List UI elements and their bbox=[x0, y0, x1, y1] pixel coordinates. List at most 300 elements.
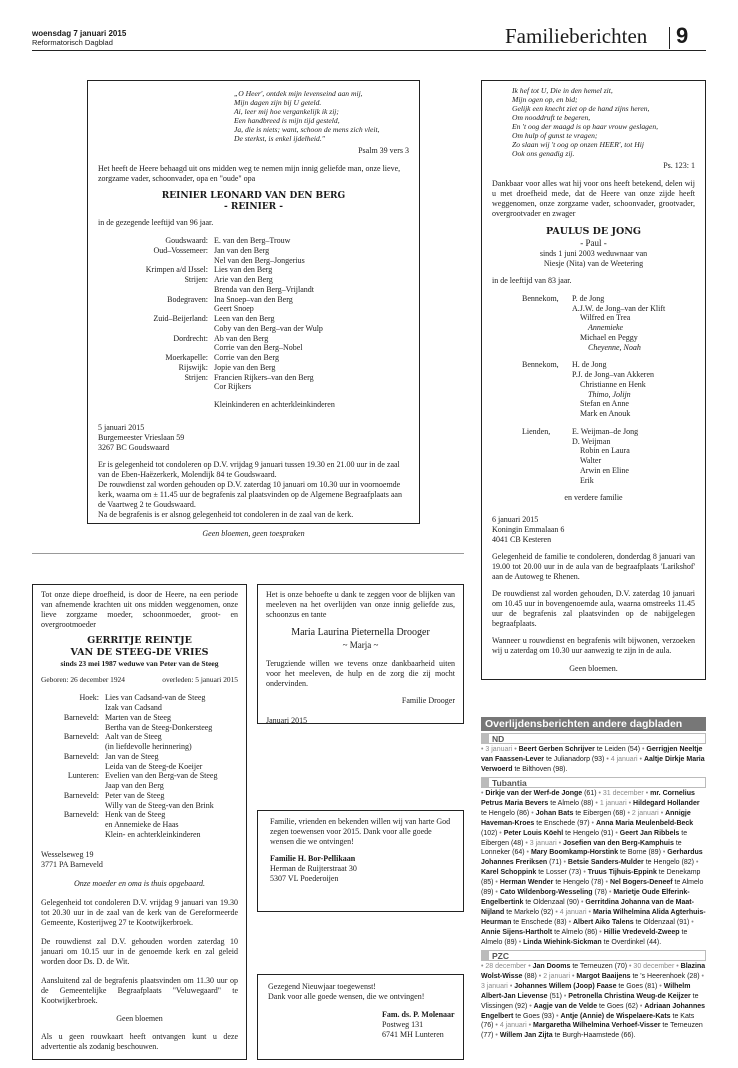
poem-line: En 't oog der maagd is op haar vrouw geslagen, bbox=[512, 121, 659, 131]
family-row bbox=[522, 390, 695, 400]
bullet-icon: • bbox=[627, 809, 632, 817]
family-name: P.J. de Jong–van Akkeren bbox=[572, 370, 654, 379]
family-place: Oud–Vossemeer: bbox=[153, 245, 208, 255]
header-divider bbox=[669, 27, 670, 49]
note-text: Wanneer u rouwdienst en begrafenis wilt bijwonen, verzoeken wij u zaterdag om 10.30 uur aanwezig te zijn in de aula. bbox=[492, 636, 695, 656]
newyear-bor-pellikaan bbox=[257, 810, 464, 912]
family-place: Zuid–Beijerland: bbox=[153, 314, 208, 324]
poem-line: Ik hef tot U, Die in den hemel zit, bbox=[512, 86, 613, 95]
obituary-place: te Eibergen (48) bbox=[481, 829, 688, 847]
obituary-place: te Terneuzen (77) bbox=[481, 1022, 703, 1040]
closing-text: Geen bloemen, geen toespraken bbox=[202, 528, 305, 538]
bullet-icon: • bbox=[615, 829, 620, 837]
column-separator bbox=[32, 553, 464, 554]
family-name: Jopie van den Berg bbox=[214, 362, 276, 372]
newyear-molenaar bbox=[257, 974, 464, 1060]
obituary-place: te Almelo (88) bbox=[550, 799, 594, 807]
intro-text: Het heeft de Heere behaagd uit ons midden weg te nemen mijn innig geliefde man, onze lieve, zorgzame vader, schoonvader, opa en "oude" opa bbox=[98, 163, 401, 183]
family-name: P. de Jong bbox=[572, 293, 605, 303]
greeting-text: Familie, vrienden en bekenden willen wij van harte God zegen toewensen voor 2015. Dank voor alle goede wensen die we ontvingen! bbox=[270, 817, 451, 846]
family-list bbox=[522, 294, 695, 486]
obituary-name: Wilhelm Albert-Jan Lievense bbox=[481, 982, 691, 1000]
obituary-name: Annie Sijens-Hartholt bbox=[481, 928, 553, 936]
family-name: Aalt van de Steeg bbox=[105, 732, 162, 742]
date: 6 januari 2015 bbox=[492, 515, 539, 525]
header-rule bbox=[32, 50, 706, 51]
poem bbox=[234, 90, 409, 144]
obituary-list bbox=[481, 962, 706, 1042]
obituary-place: te Almelo (89) bbox=[481, 879, 704, 897]
obituary-place: te Almelo (89) bbox=[481, 928, 688, 946]
family-name: Evelien van den Berg-van de Steeg bbox=[105, 771, 218, 781]
family-name: Ab van den Berg bbox=[214, 333, 269, 343]
obituary-name: Petronella Christina Weug-de Keijzer bbox=[568, 992, 691, 1000]
thanks-text-2: Terugziende willen we tevens onze dankbaarheid uiten voor het meeleven, de hulp en de zorg die zij mocht ondervinden. bbox=[266, 658, 455, 688]
obituary-date: 28 december bbox=[485, 962, 527, 970]
address-line: Postweg 131 bbox=[382, 1020, 424, 1029]
widow-text: sinds 23 mei 1987 weduwe van Peter van de Steeg bbox=[60, 658, 219, 668]
poem-line: Gelijk een knecht ziet op de hand zijns heren, bbox=[512, 103, 650, 113]
family-place: Lunteren: bbox=[67, 771, 99, 781]
bullet-icon: • bbox=[605, 879, 610, 887]
family-name: Stefan en Anne bbox=[580, 399, 629, 409]
obituary-date: 30 december bbox=[633, 962, 675, 970]
family-place: Lienden, bbox=[522, 426, 551, 436]
poem bbox=[512, 87, 695, 159]
obituary-date: 3 januari bbox=[481, 982, 508, 990]
poem-line: Mijn dagen zijn bij U geteld. bbox=[234, 97, 322, 107]
family-place: Barneveld: bbox=[63, 751, 99, 761]
family-name: Mark en Anouk bbox=[580, 409, 631, 418]
obituary-place: (51) bbox=[549, 992, 562, 1000]
poem-line: Ja, die is niets; want, schoon de mens zich vleit, bbox=[234, 124, 380, 134]
family-place: Barneveld: bbox=[63, 712, 99, 722]
page-title: Familieberichten bbox=[505, 24, 648, 48]
family-place bbox=[522, 476, 572, 486]
burial-text: Aansluitend zal de begrafenis plaatsvinden om 11.30 uur op de Gemeentelijke Begraafplaats "Veluwegaard" te Kootwijkerbroek. bbox=[41, 975, 238, 1005]
bullet-icon: • bbox=[495, 1022, 500, 1030]
family-place: Barneveld: bbox=[63, 810, 99, 820]
family-name: Christianne en Henk bbox=[580, 379, 646, 389]
obituary-name: Jan Dooms bbox=[532, 962, 571, 970]
bullet-icon: • bbox=[525, 839, 530, 847]
family-name: E. Weijman–de Jong bbox=[572, 426, 639, 436]
poem-line: Ai, leer mij hoe vergankelijk ik zij; bbox=[234, 106, 339, 116]
closing-text: Geen bloemen bbox=[116, 1013, 163, 1023]
funeral-text: De rouwdienst zal worden gehouden op D.V. zaterdag 10 januari om 10.30 uur in voornoemde kerk, waarna om ± 11.45 uur de begrafenis zal plaatsvinden op de Algemene Begraafplaats aan de Vaartweg 2 te Goudswaard. bbox=[98, 479, 402, 509]
family-row bbox=[522, 456, 695, 466]
family-name: en Annemieke de Haas bbox=[105, 820, 179, 830]
family-name: Kleinkinderen en achterkleinkinderen bbox=[214, 400, 335, 410]
person-nickname: ~ Marja ~ bbox=[342, 639, 379, 650]
obituary-place: (88) bbox=[524, 972, 537, 980]
family-row bbox=[522, 409, 695, 419]
family-place: Barneveld: bbox=[63, 732, 99, 742]
obituary-section-label: PZC bbox=[481, 950, 706, 961]
family-group bbox=[522, 427, 695, 486]
family-name: Marten van de Steeg bbox=[105, 712, 171, 722]
bullet-icon: • bbox=[660, 809, 666, 817]
obituary-name: Linda Wiehink-Sickman bbox=[523, 938, 602, 946]
bullet-icon: • bbox=[495, 889, 500, 897]
obituaries-heading: Overlijdensberichten andere dagbladen bbox=[481, 717, 706, 731]
family-name: Jan van den Berg bbox=[214, 245, 270, 255]
obituary-name: Antje (Annie) de Wispelaere-Kats bbox=[560, 1012, 671, 1020]
family-name: Arwin en Eline bbox=[580, 465, 629, 475]
header-date: woensdag 7 januari 2015 bbox=[32, 29, 127, 38]
family-name: Erik bbox=[580, 475, 594, 485]
obituary-date: 4 januari bbox=[559, 909, 587, 917]
family-name: A.J.W. de Jong–van der Klift bbox=[572, 303, 666, 313]
family-place bbox=[522, 409, 572, 419]
family-place: Krimpen a/d IJssel: bbox=[145, 265, 208, 275]
signature: Fam. ds. P. Molenaar bbox=[382, 1010, 455, 1019]
closing-text: Geen bloemen. bbox=[569, 664, 618, 674]
funeral-text: De rouwdienst zal D.V. gehouden worden zaterdag 10 januari om 10.15 uur in de genoemde kerk en zal geleid worden door Ds. D. de Wit. bbox=[41, 936, 238, 966]
poem-line: Om nooddruft te begeren, bbox=[512, 112, 591, 122]
bullet-icon: • bbox=[518, 938, 524, 946]
address-line: Koningin Emmalaan 6 bbox=[492, 525, 565, 535]
family-place bbox=[522, 313, 572, 323]
family-place: Bennekom, bbox=[522, 360, 559, 370]
bullet-icon: • bbox=[583, 869, 588, 877]
obituary-place: te Hengelo (86) bbox=[481, 809, 530, 817]
family-name: Michael en Peggy bbox=[580, 332, 638, 342]
obituary-date: 2 januari bbox=[631, 809, 659, 817]
family-row bbox=[522, 333, 695, 343]
obituary-place: (78) bbox=[594, 889, 607, 897]
obituary-place: te Borne (89) bbox=[620, 849, 661, 857]
obituary-place: te Markelo (92) bbox=[506, 909, 554, 917]
obituary-name: Adriaan Johannes Engelbert bbox=[481, 1002, 706, 1020]
bullet-icon: • bbox=[529, 1002, 534, 1010]
obituary-place: te Vlissingen (92) bbox=[481, 992, 699, 1010]
obituary-place: te Losser (73) bbox=[538, 869, 582, 877]
bullet-icon: • bbox=[581, 899, 586, 907]
family-name: Leida van de Steeg-de Koeijer bbox=[105, 761, 203, 771]
obituary-name: Herman Wender bbox=[499, 879, 554, 887]
obituary-place: te Bilthoven (98). bbox=[514, 765, 568, 773]
obituary-name: Betsie Sanders-Mulder bbox=[567, 859, 644, 867]
bullet-icon: • bbox=[514, 746, 519, 753]
after-text: Na de begrafenis is er alsnog gelegenheid tot condoleren in de zaal van de kerk. bbox=[98, 509, 354, 519]
page-number: 9 bbox=[676, 23, 689, 48]
family-place: Moerkapelle: bbox=[165, 353, 208, 363]
bullet-icon: • bbox=[563, 859, 568, 867]
family-place bbox=[522, 380, 572, 390]
bullet-icon: • bbox=[639, 755, 644, 763]
obituary-place: te 's Heerenhoek (28) bbox=[632, 972, 700, 980]
obituary-place: te Lonneker (64) bbox=[481, 839, 682, 857]
bullet-icon: • bbox=[495, 1032, 500, 1040]
poem-line: Ook ons genadig zij. bbox=[512, 148, 575, 158]
bullet-icon: • bbox=[538, 972, 544, 980]
family-name: Lies van den Berg bbox=[214, 265, 273, 275]
family-row bbox=[522, 294, 695, 304]
signature-block bbox=[382, 1010, 455, 1040]
family-name: Jaap van den Berg bbox=[105, 781, 164, 791]
address-line: 3771 PA Barneveld bbox=[41, 859, 103, 869]
family-place bbox=[522, 323, 572, 333]
widower-name: Niesje (Nita) van de Weetering bbox=[543, 258, 644, 268]
poem-line: Een handbreed is mijn tijd gesteld, bbox=[234, 115, 340, 125]
obituary-name: Albert Aiko Talens bbox=[572, 919, 634, 926]
obituary-list bbox=[481, 745, 706, 775]
family-name: Henk van de Steeg bbox=[105, 810, 166, 820]
bullet-icon: • bbox=[695, 859, 699, 867]
age-text: in de leeftijd van 83 jaar. bbox=[492, 275, 572, 285]
family-group bbox=[522, 294, 695, 353]
obituary-place: te Hengelo (78) bbox=[555, 879, 604, 887]
obituary-section-label: ND bbox=[481, 733, 706, 744]
intro-text: Dankbaar voor alles wat hij voor ons heeft betekend, delen wij u met droefheid mede, dat de Heere van onze zijde heeft weggenomen, onze zorgzame vader, schoonvader, grootvader, overgrootvader en zwager bbox=[492, 178, 695, 218]
age-text: in de gezegende leeftijd van 96 jaar. bbox=[98, 218, 214, 228]
bullet-icon: • bbox=[608, 889, 614, 897]
intro-text: Tot onze diepe droefheid, is door de Heere, na een periode van afnemende krachten uit ons midden weggenomen, onze lieve zorgzame moeder, schoonmoeder, groot- en overgrootmoeder bbox=[41, 590, 238, 629]
poem-line: Om hulp of gunst te vragen; bbox=[512, 130, 598, 140]
greeting-line: Gezegend Nieuwjaar toegewenst! bbox=[268, 982, 376, 991]
obituary-name: Beert Gerben Schrijver bbox=[518, 746, 595, 753]
bullet-icon: • bbox=[568, 919, 573, 926]
family-name: Geert Snoep bbox=[214, 304, 254, 314]
family-name: Klein- en achterkleinkinderen bbox=[105, 829, 201, 839]
obituary-name: Peter Louis Köehl bbox=[503, 829, 564, 837]
obituary-name: Josefien van den Berg-Kamphuis bbox=[563, 839, 674, 847]
obituary-name: Anna Maria Meulenbeld-Beck bbox=[595, 819, 694, 827]
family-row bbox=[522, 399, 695, 409]
poem-line: Mijn ogen op, en bid; bbox=[512, 94, 578, 104]
thanks-drooger bbox=[257, 584, 464, 724]
thanks-text: Het is onze behoefte u dank te zeggen voor de blijken van meeleven na het overlijden van onze innig geliefde zus, schoonzus en tante bbox=[266, 590, 455, 619]
obituary-date: 4 januari bbox=[610, 755, 638, 763]
announcement-de-jong bbox=[481, 80, 706, 680]
address-line: 6741 MH Lunteren bbox=[382, 1030, 444, 1039]
family-name: Thimo, Jolijn bbox=[588, 389, 631, 399]
obituary-place: te Enschede (83) bbox=[513, 919, 567, 926]
obituary-place: te Oldenzaal (91) bbox=[635, 919, 690, 926]
obituary-place: te Goes (81) bbox=[618, 982, 658, 990]
obituary-place: te Eibergen (68) bbox=[575, 809, 626, 817]
obituary-name: Johannes Willem (Joop) Faase bbox=[514, 982, 617, 990]
bullet-icon: • bbox=[598, 789, 603, 797]
family-name: Brenda van den Berg–Vrijlandt bbox=[214, 284, 315, 294]
family-row bbox=[522, 360, 695, 370]
bullet-icon: • bbox=[481, 789, 486, 797]
family-row bbox=[522, 437, 695, 447]
deceased-name-last: VAN DE STEEG-DE VRIES bbox=[70, 646, 209, 658]
obituary-date: 3 januari bbox=[485, 746, 513, 753]
family-list bbox=[41, 693, 238, 839]
obituary-date: 3 januari bbox=[529, 839, 557, 847]
other-family-text: en verdere familie bbox=[564, 493, 623, 503]
bullet-icon: • bbox=[563, 992, 569, 1000]
bullet-icon: • bbox=[526, 849, 531, 857]
family-place: Goudswaard: bbox=[165, 236, 208, 246]
obituary-date: 31 december bbox=[602, 789, 644, 797]
family-name: Lies van Cadsand-van de Steeg bbox=[105, 693, 206, 703]
obituary-place: te Terneuzen (70) bbox=[572, 962, 628, 970]
family-name: Robin en Laura bbox=[580, 446, 630, 456]
obituary-place: (71) bbox=[549, 859, 562, 867]
family-name: Ina Snoep–van den Berg bbox=[214, 294, 293, 304]
obituary-place: te Kats (76) bbox=[481, 1012, 695, 1030]
family-name: Annemieke bbox=[588, 323, 624, 332]
obituary-date: 2 januari bbox=[543, 972, 571, 980]
bullet-icon: • bbox=[662, 849, 668, 857]
family-row bbox=[522, 343, 695, 353]
family-place bbox=[522, 390, 572, 400]
family-place: Bennekom, bbox=[522, 293, 559, 303]
bullet-icon: • bbox=[528, 1022, 534, 1030]
deceased-name: PAULUS DE JONG bbox=[545, 225, 642, 237]
obituary-name: Gerrigjen Neeltje van Faassen-Lever bbox=[481, 746, 703, 763]
bullet-icon: • bbox=[558, 839, 563, 847]
obituary-section-label: Tubantia bbox=[481, 777, 706, 788]
family-place: Barneveld: bbox=[63, 790, 99, 800]
family-row bbox=[522, 476, 695, 486]
obituary-name: Maria Wilhelmina Alida Agterhuis-Heurman bbox=[481, 909, 706, 926]
family-group bbox=[522, 360, 695, 419]
obituary-name: Cato Wildenborg-Wesseling bbox=[499, 889, 593, 897]
signature: Familie H. Bor-Pellikaan bbox=[270, 854, 356, 863]
address-line: Wesselseweg 19 bbox=[41, 849, 94, 859]
family-name: H. de Jong bbox=[572, 360, 607, 370]
obituary-name: Margot Baaijens bbox=[576, 972, 631, 980]
obituary-name: Gerritdina Johanna van de Maat-Nijland bbox=[481, 899, 694, 917]
family-name: Cor Rijkers bbox=[214, 382, 252, 392]
birth-death bbox=[41, 675, 238, 684]
deceased-nickname: - Paul - bbox=[580, 237, 607, 248]
family-place: Bodegraven: bbox=[167, 294, 208, 304]
obituary-name: Mary Boomkamp-Horstink bbox=[530, 849, 619, 857]
family-place bbox=[522, 446, 572, 456]
poem-line: „O Heer', ontdek mijn levenseind aan mij, bbox=[234, 89, 363, 98]
bullet-icon: • bbox=[509, 982, 515, 990]
family-row bbox=[522, 380, 695, 390]
obituary-place: te Enschede (97) bbox=[536, 819, 590, 827]
family-name: Willy van de Steeg-van den Brink bbox=[105, 800, 214, 810]
family-place: Hoek: bbox=[79, 693, 99, 703]
announcement-van-den-berg bbox=[87, 80, 420, 538]
address-line: Burgemeester Vrieslaan 59 bbox=[98, 432, 185, 442]
family-place: Rijswijk: bbox=[178, 362, 208, 372]
person-name: Maria Laurina Pieternella Drooger bbox=[291, 627, 430, 638]
deceased-nickname: - REINIER - bbox=[223, 201, 284, 212]
bullet-icon: • bbox=[555, 909, 560, 917]
greeting-line: Dank voor alle goede wensen, die we ontvingen! bbox=[268, 992, 425, 1001]
obituary-name: Gerhardus Johannes Freriksen bbox=[481, 849, 703, 867]
address-line: 3267 BC Goudswaard bbox=[98, 442, 170, 452]
bullet-icon: • bbox=[531, 809, 536, 817]
condolence-text: Gelegenheid de familie te condoleren, donderdag 8 januari van 19.00 tot 20.00 uur in de aula van de begraafplaats 'Larikshof' aan de Autoweg te Rhenen. bbox=[492, 552, 695, 582]
family-list bbox=[98, 236, 409, 410]
family-place: Strijen: bbox=[184, 372, 208, 382]
announcement-van-de-steeg bbox=[32, 584, 247, 1060]
poem-line: De sterkst, is enkel ijdelheid." bbox=[234, 133, 325, 143]
bullet-icon: • bbox=[701, 972, 704, 980]
family-name: Arie van den Berg bbox=[214, 275, 273, 285]
family-name: Izak van Cadsand bbox=[105, 703, 162, 713]
family-row bbox=[522, 323, 695, 333]
died-text: overleden: 5 januari 2015 bbox=[162, 675, 238, 685]
bullet-icon: • bbox=[599, 928, 604, 936]
address-line: Herman de Ruijterstraat 30 bbox=[270, 864, 357, 873]
obituary-name: Annigje Haveman-Kroes bbox=[481, 809, 691, 827]
header-paper-name: Reformatorisch Dagblad bbox=[32, 38, 113, 47]
family-place: Dordrecht: bbox=[173, 333, 208, 343]
signature: Familie Drooger bbox=[401, 695, 455, 705]
family-place bbox=[522, 343, 572, 353]
bullet-icon: • bbox=[481, 746, 486, 753]
obituary-name: Geert Jan Ribbels bbox=[619, 829, 680, 837]
family-name: Leen van den Berg bbox=[214, 314, 275, 324]
family-name: Peter van de Steeg bbox=[105, 790, 165, 800]
bullet-icon: • bbox=[528, 962, 533, 970]
obituary-list bbox=[481, 789, 706, 948]
family-name: E. van den Berg–Trouw bbox=[214, 236, 291, 246]
obituary-place: te Goes (93) bbox=[515, 1012, 555, 1020]
home-text: Onze moeder en oma is thuis opgebaard. bbox=[73, 878, 206, 888]
obituary-name: Dirkje van der Werf-de Jonge bbox=[485, 789, 583, 797]
obituary-place: (61) bbox=[584, 789, 597, 797]
bullet-icon: • bbox=[595, 799, 600, 807]
condolence-text: Gelegenheid tot condoleren D.V. vrijdag 9 januari van 19.30 tot 20.30 uur in de zaal van de kerk van de Gereformeerde Gemeente, Kosterijweg 27 te Kootwijkerbroek. bbox=[41, 897, 238, 927]
obituary-name: Hillie Vredeveld-Zweep bbox=[603, 928, 680, 936]
date: 5 januari 2015 bbox=[98, 422, 145, 432]
bullet-icon: • bbox=[628, 799, 634, 807]
note-text: Als u geen rouwkaart heeft ontvangen kunt u deze advertentie als zodanig beschouwen. bbox=[41, 1031, 238, 1051]
obituary-name: Hildegard Hollander bbox=[633, 799, 700, 807]
obituaries-other-papers bbox=[481, 717, 706, 1062]
obituary-name: Johan Bats bbox=[535, 809, 574, 817]
obituary-name: Margaretha Wilhelmina Verhoef-Visser bbox=[533, 1022, 661, 1030]
family-name: Coby van den Berg–van der Wulp bbox=[214, 323, 323, 333]
obituary-place: te Leiden (54) bbox=[596, 746, 641, 753]
bullet-icon: • bbox=[642, 746, 647, 753]
family-place bbox=[522, 333, 572, 343]
deceased-name: REINIER LEONARD VAN DEN BERG bbox=[161, 190, 346, 201]
bullet-icon: • bbox=[588, 909, 593, 917]
family-place bbox=[522, 304, 572, 314]
family-row bbox=[522, 466, 695, 476]
obituary-name: Truus Tijhuis-Eppink bbox=[587, 869, 657, 877]
obituary-name: Marietje Oude Elferink-Engelbertink bbox=[481, 889, 690, 907]
bullet-icon: • bbox=[481, 962, 486, 970]
bullet-icon: • bbox=[629, 962, 634, 970]
family-place bbox=[522, 456, 572, 466]
poem-line: Zo slaan wij 't oog op onzen HEER', tot Hij bbox=[512, 139, 644, 149]
obituary-name: Aaltje Dirkje Maria Verwoerd bbox=[481, 755, 705, 773]
family-name: (in liefdevolle herinnering) bbox=[105, 742, 192, 752]
obituary-name: mr. Cornelius Petrus Maria Bevers bbox=[481, 789, 695, 807]
bullet-icon: • bbox=[591, 819, 596, 827]
obituary-place: (102) bbox=[481, 829, 498, 837]
obituary-place: te Hengelo (91) bbox=[565, 829, 614, 837]
bullet-icon: • bbox=[606, 755, 611, 763]
obituary-place: te Oldenzaal (90) bbox=[525, 899, 580, 907]
family-row bbox=[522, 446, 695, 456]
bullet-icon: • bbox=[572, 972, 577, 980]
family-row bbox=[522, 313, 695, 323]
family-place bbox=[522, 370, 572, 380]
family-name: Jan van de Steeg bbox=[105, 751, 159, 761]
widower-text: sinds 1 juni 2003 weduwnaar van bbox=[539, 248, 648, 258]
family-name: Wilfred en Trea bbox=[580, 313, 631, 323]
bullet-icon: • bbox=[556, 1012, 561, 1020]
funeral-text: De rouwdienst zal worden gehouden, D.V. zaterdag 10 januari om 10.45 uur in bovengenoemde aula, waarna omstreeks 11.45 uur de begrafenis zal plaatsvinden op de nabijgelegen begraafplaats. bbox=[492, 589, 695, 629]
family-row bbox=[522, 304, 695, 314]
obituary-place: te Denekamp (85) bbox=[481, 869, 701, 887]
